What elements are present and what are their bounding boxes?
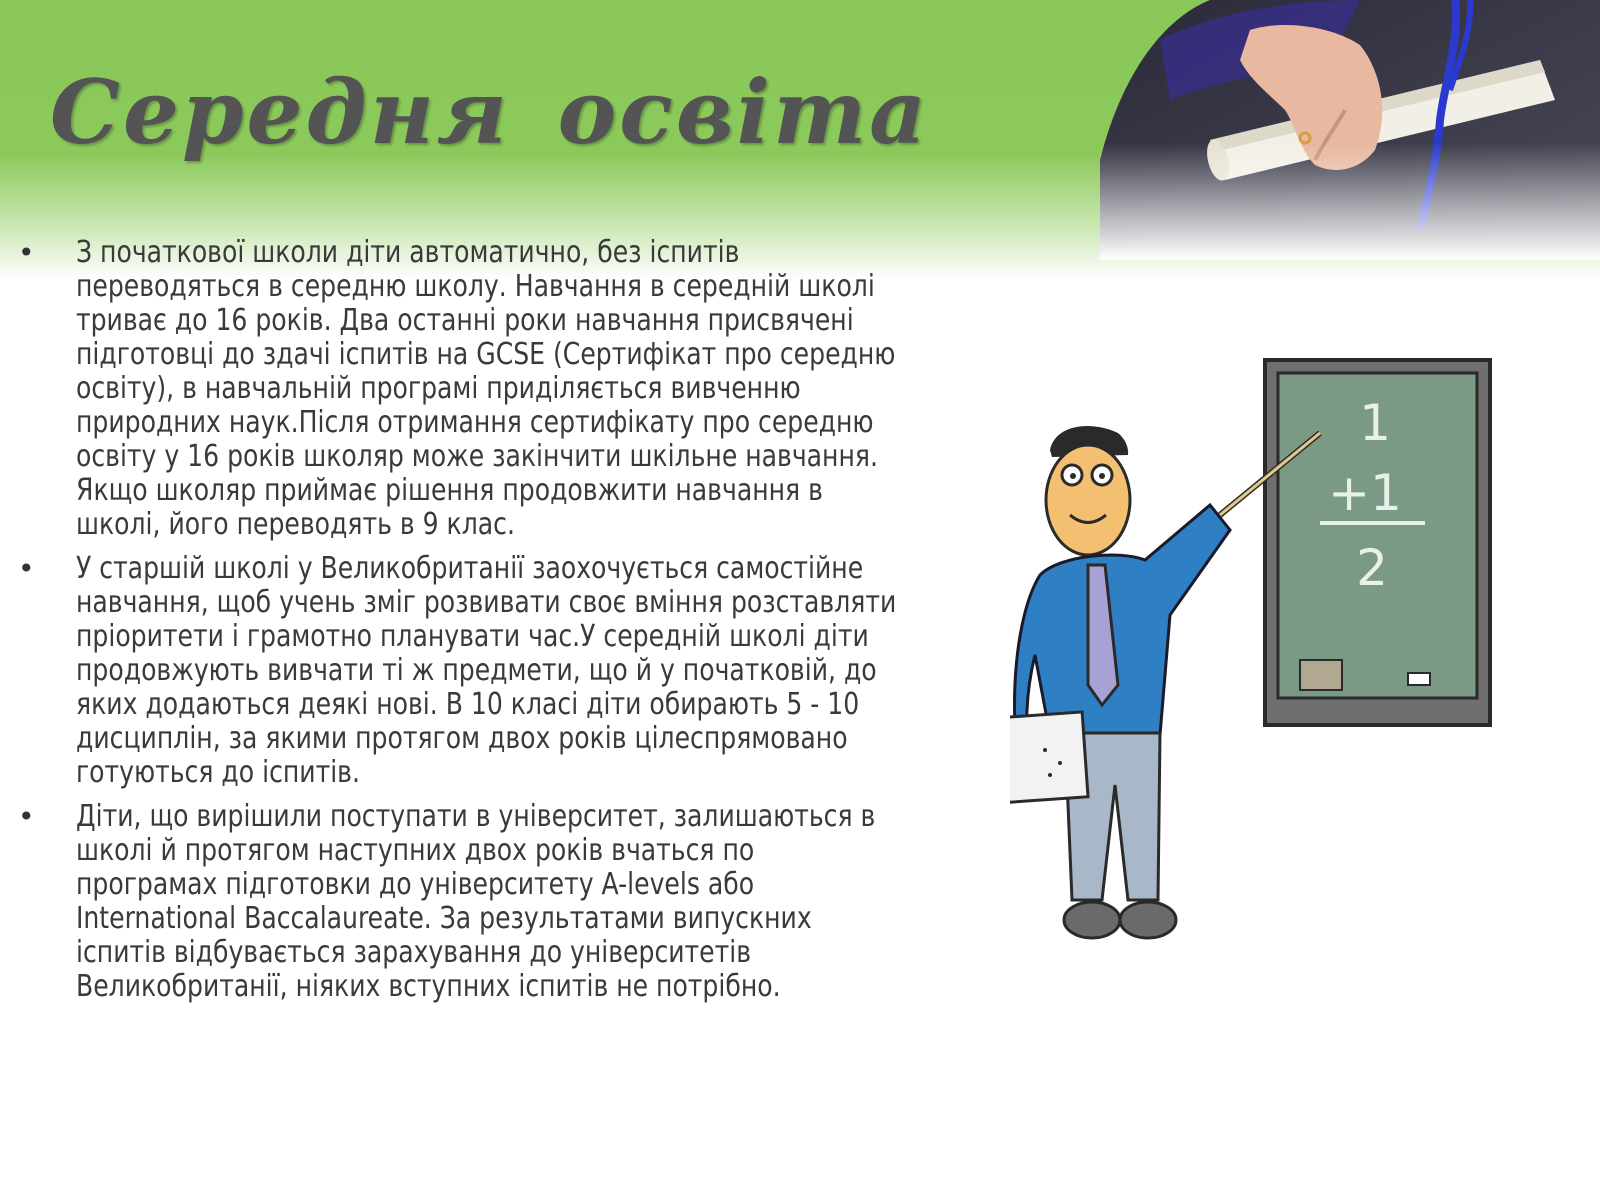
chalk-line-1: 1 [1359,394,1391,452]
book-icon [1010,712,1088,803]
bullet-text: З початкової школи діти автоматично, без іспитів переводяться в середню школу. Навчання в середній школі триває до 16 років. Два останні роки навчання присвячені підготовці до здачі іспитів на GCSE (Сертифікат про середню освіту), в навчальній програмі приділяється вивченню природних наук.Після отримання сертифікату про середню освіту у 16 років школяр може закінчити шкільне навчання. Якщо школяр приймає рішення продовжити навчання в школі, його переводять в 9 клас. [76,235,896,542]
bullet-text: Діти, що вирішили поступати в університет, залишаються в школі й протягом наступних двох років вчаться по програмах підготовки до університету A-levels або International Baccalaureate. За результатами випускних іспитів відбувається зарахування до університетів Великобританії, ніяких вступних іспитів не потрібно. [76,799,876,1004]
chalkboard [1265,360,1490,725]
bullet-icon: • [18,800,35,833]
list-item [18,800,963,1004]
bullet-icon: • [18,236,35,269]
chalk-line-3: 2 [1356,539,1388,597]
bullet-list [18,236,963,1014]
list-item [18,552,963,790]
graduate-diploma-photo [1100,0,1600,260]
bullet-icon: • [18,552,35,585]
chalk-line-2: +1 [1328,464,1402,522]
bullet-text: У старшій школі у Великобританії заохочується самостійне навчання, щоб учень зміг розвивати своє вміння розставляти пріоритети і грамотно планувати час.У середній школі діти продовжують вивчати ті ж предмети, що й у початковій, до яких додаються деякі нові. В 10 класі діти обирають 5 - 10 дисциплін, за якими протягом двох років цілеспрямовано готуються до іспитів. [76,551,897,790]
slide-title: Середня освіта [50,60,930,164]
list-item [18,236,963,542]
teacher-head [1046,426,1130,555]
teacher-chalkboard-illustration [1010,355,1510,955]
